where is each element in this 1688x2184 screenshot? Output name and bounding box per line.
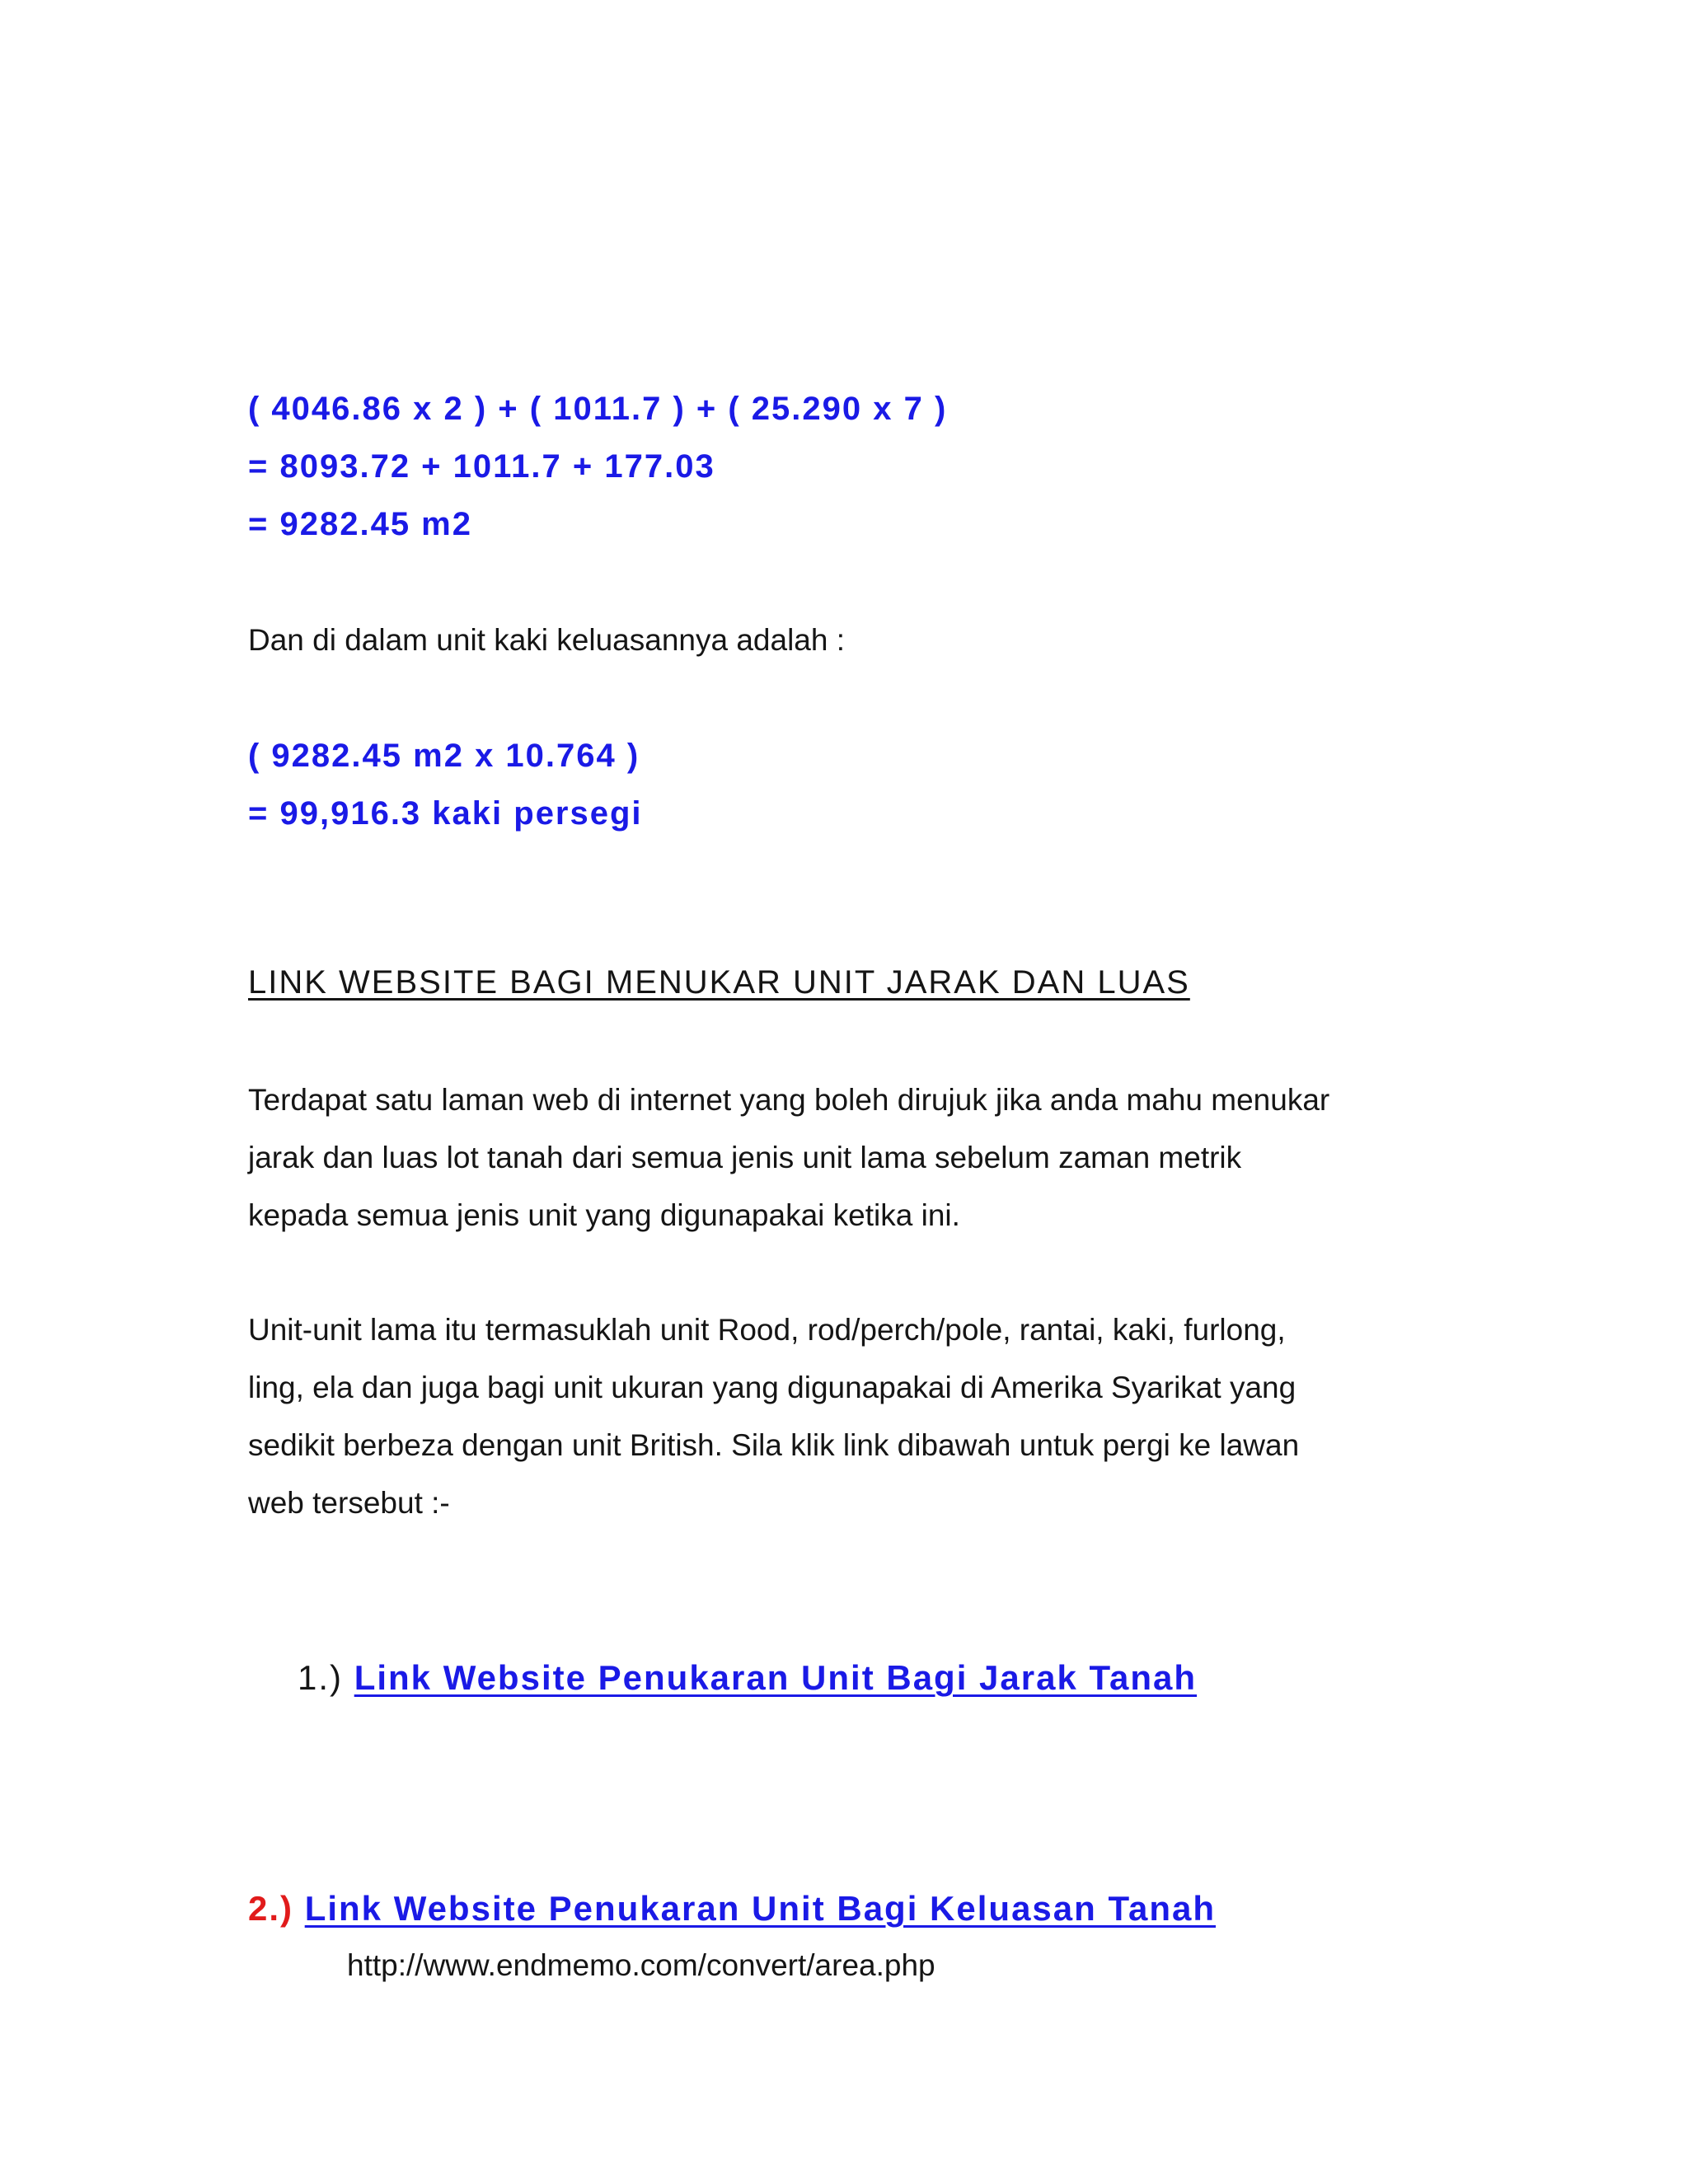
- calc-line-2: = 8093.72 + 1011.7 + 177.03: [248, 448, 715, 485]
- paragraph1-line-1: Terdapat satu laman web di internet yang boleh dirujuk jika anda mahu menukar: [248, 1083, 1330, 1117]
- link-item-1: [298, 1658, 1198, 1697]
- calc-feet-line-2: = 99,916.3 kaki persegi: [248, 795, 643, 832]
- link-item-2: [248, 1891, 1216, 1926]
- paragraph2-line-3: sedikit berbeza dengan unit British. Sila klik link dibawah untuk pergi ke lawan: [248, 1428, 1300, 1462]
- link-area-conversion[interactable]: Link Website Penukaran Unit Bagi Keluasan Tanah: [304, 1889, 1217, 1928]
- paragraph1-line-3: kepada semua jenis unit yang digunapakai ketika ini.: [248, 1198, 960, 1232]
- paragraph2-line-4: web tersebut :-: [248, 1486, 450, 1520]
- calc-feet-line-1: ( 9282.45 m2 x 10.764 ): [248, 738, 640, 774]
- link-distance-conversion[interactable]: Link Website Penukaran Unit Bagi Jarak Tanah: [354, 1658, 1198, 1697]
- calc-line-1: ( 4046.86 x 2 ) + ( 1011.7 ) + ( 25.290 x 7 ): [248, 391, 948, 427]
- section-heading: LINK WEBSITE BAGI MENUKAR UNIT JARAK DAN LUAS: [248, 964, 1190, 1001]
- paragraph1-line-2: jarak dan luas lot tanah dari semua jenis unit lama sebelum zaman metrik: [248, 1141, 1242, 1174]
- paragraph2-line-2: ling, ela dan juga bagi unit ukuran yang digunapakai di Amerika Syarikat yang: [248, 1371, 1296, 1404]
- calc-line-3: = 9282.45 m2: [248, 506, 472, 542]
- link-item-2-number: 2.): [248, 1889, 294, 1928]
- url-text: http://www.endmemo.com/convert/area.php: [347, 1948, 935, 1982]
- paragraph2-line-1: Unit-unit lama itu termasuklah unit Rood, rod/perch/pole, rantai, kaki, furlong,: [248, 1313, 1286, 1347]
- link-item-1-number: 1.): [298, 1658, 344, 1697]
- intro-feet-text: Dan di dalam unit kaki keluasannya adalah :: [248, 623, 846, 657]
